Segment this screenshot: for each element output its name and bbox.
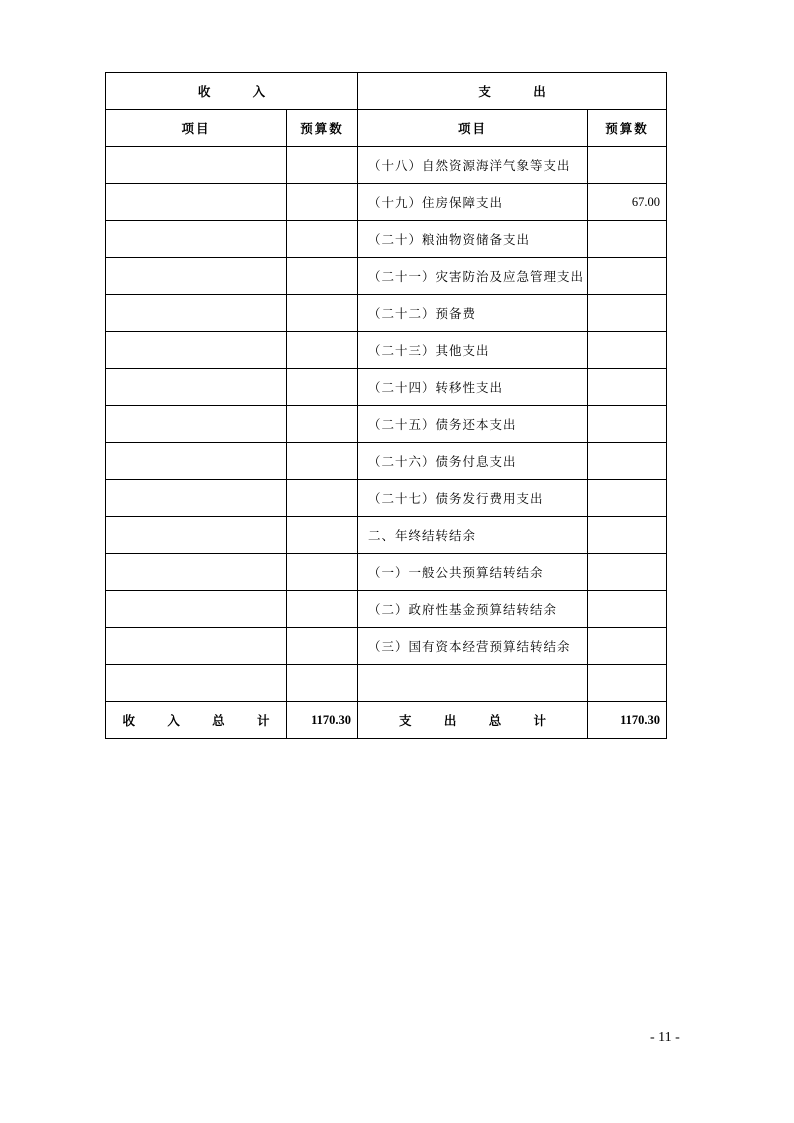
expense-amount-cell <box>588 332 667 369</box>
expense-amount-cell <box>588 147 667 184</box>
income-item-cell <box>106 184 287 221</box>
expense-amount-cell <box>588 443 667 480</box>
income-amount-cell <box>287 406 358 443</box>
income-total-value: 1170.30 <box>287 702 358 739</box>
income-amount-cell <box>287 332 358 369</box>
income-amount-cell <box>287 295 358 332</box>
budget-table <box>105 72 667 739</box>
expense-item-header: 项目 <box>358 110 588 147</box>
income-item-cell <box>106 554 287 591</box>
income-budget-header: 预算数 <box>287 110 358 147</box>
page-number: - 11 - <box>650 1030 680 1045</box>
income-amount-cell <box>287 258 358 295</box>
income-amount-cell <box>287 554 358 591</box>
expense-item-cell: （二十五）债务还本支出 <box>358 406 588 443</box>
table-row <box>106 258 667 295</box>
column-header-row <box>106 110 667 147</box>
expense-item-cell: （十九）住房保障支出 <box>358 184 588 221</box>
expense-amount-cell <box>588 258 667 295</box>
income-item-cell <box>106 221 287 258</box>
expense-item-cell: （三）国有资本经营预算结转结余 <box>358 628 588 665</box>
table-row <box>106 369 667 406</box>
table-row <box>106 554 667 591</box>
expense-item-cell: （二十七）债务发行费用支出 <box>358 480 588 517</box>
table-row <box>106 591 667 628</box>
income-section-header: 收 入 <box>106 73 358 110</box>
income-item-cell <box>106 369 287 406</box>
table-row <box>106 665 667 702</box>
table-row <box>106 628 667 665</box>
income-item-cell <box>106 591 287 628</box>
income-amount-cell <box>287 665 358 702</box>
expense-item-cell: 二、年终结转结余 <box>358 517 588 554</box>
expense-item-cell: （二十一）灾害防治及应急管理支出 <box>358 258 588 295</box>
expense-amount-cell <box>588 295 667 332</box>
income-item-cell <box>106 443 287 480</box>
table-row <box>106 480 667 517</box>
expense-item-cell: （二十六）债务付息支出 <box>358 443 588 480</box>
section-header-row <box>106 73 667 110</box>
income-total-label: 收 入 总 计 <box>106 702 287 739</box>
expense-item-cell: （二十三）其他支出 <box>358 332 588 369</box>
income-amount-cell <box>287 480 358 517</box>
income-item-cell <box>106 258 287 295</box>
income-amount-cell <box>287 184 358 221</box>
expense-item-cell <box>358 665 588 702</box>
table-row <box>106 332 667 369</box>
income-amount-cell <box>287 221 358 258</box>
table-row <box>106 147 667 184</box>
expense-item-cell: （二）政府性基金预算结转结余 <box>358 591 588 628</box>
table-row <box>106 184 667 221</box>
table-row <box>106 221 667 258</box>
expense-amount-cell <box>588 369 667 406</box>
table-row <box>106 443 667 480</box>
income-amount-cell <box>287 517 358 554</box>
table-row <box>106 295 667 332</box>
income-item-cell <box>106 480 287 517</box>
income-amount-cell <box>287 591 358 628</box>
income-amount-cell <box>287 147 358 184</box>
income-item-cell <box>106 332 287 369</box>
expense-amount-cell: 67.00 <box>588 184 667 221</box>
expense-amount-cell <box>588 480 667 517</box>
income-item-cell <box>106 517 287 554</box>
expense-total-label: 支 出 总 计 <box>358 702 588 739</box>
expense-item-cell: （一）一般公共预算结转结余 <box>358 554 588 591</box>
income-item-cell <box>106 147 287 184</box>
totals-row <box>106 702 667 739</box>
expense-budget-header: 预算数 <box>588 110 667 147</box>
expense-amount-cell <box>588 628 667 665</box>
income-item-header: 项目 <box>106 110 287 147</box>
expense-amount-cell <box>588 517 667 554</box>
expense-total-value: 1170.30 <box>588 702 667 739</box>
income-item-cell <box>106 295 287 332</box>
expense-amount-cell <box>588 406 667 443</box>
table-row <box>106 517 667 554</box>
income-item-cell <box>106 406 287 443</box>
income-amount-cell <box>287 369 358 406</box>
expense-amount-cell <box>588 221 667 258</box>
table-row <box>106 406 667 443</box>
expense-item-cell: （二十二）预备费 <box>358 295 588 332</box>
income-item-cell <box>106 665 287 702</box>
expense-amount-cell <box>588 665 667 702</box>
expense-item-cell: （二十）粮油物资储备支出 <box>358 221 588 258</box>
expense-amount-cell <box>588 554 667 591</box>
income-amount-cell <box>287 628 358 665</box>
expense-amount-cell <box>588 591 667 628</box>
expense-section-header: 支 出 <box>358 73 667 110</box>
expense-item-cell: （十八）自然资源海洋气象等支出 <box>358 147 588 184</box>
income-item-cell <box>106 628 287 665</box>
income-amount-cell <box>287 443 358 480</box>
expense-item-cell: （二十四）转移性支出 <box>358 369 588 406</box>
